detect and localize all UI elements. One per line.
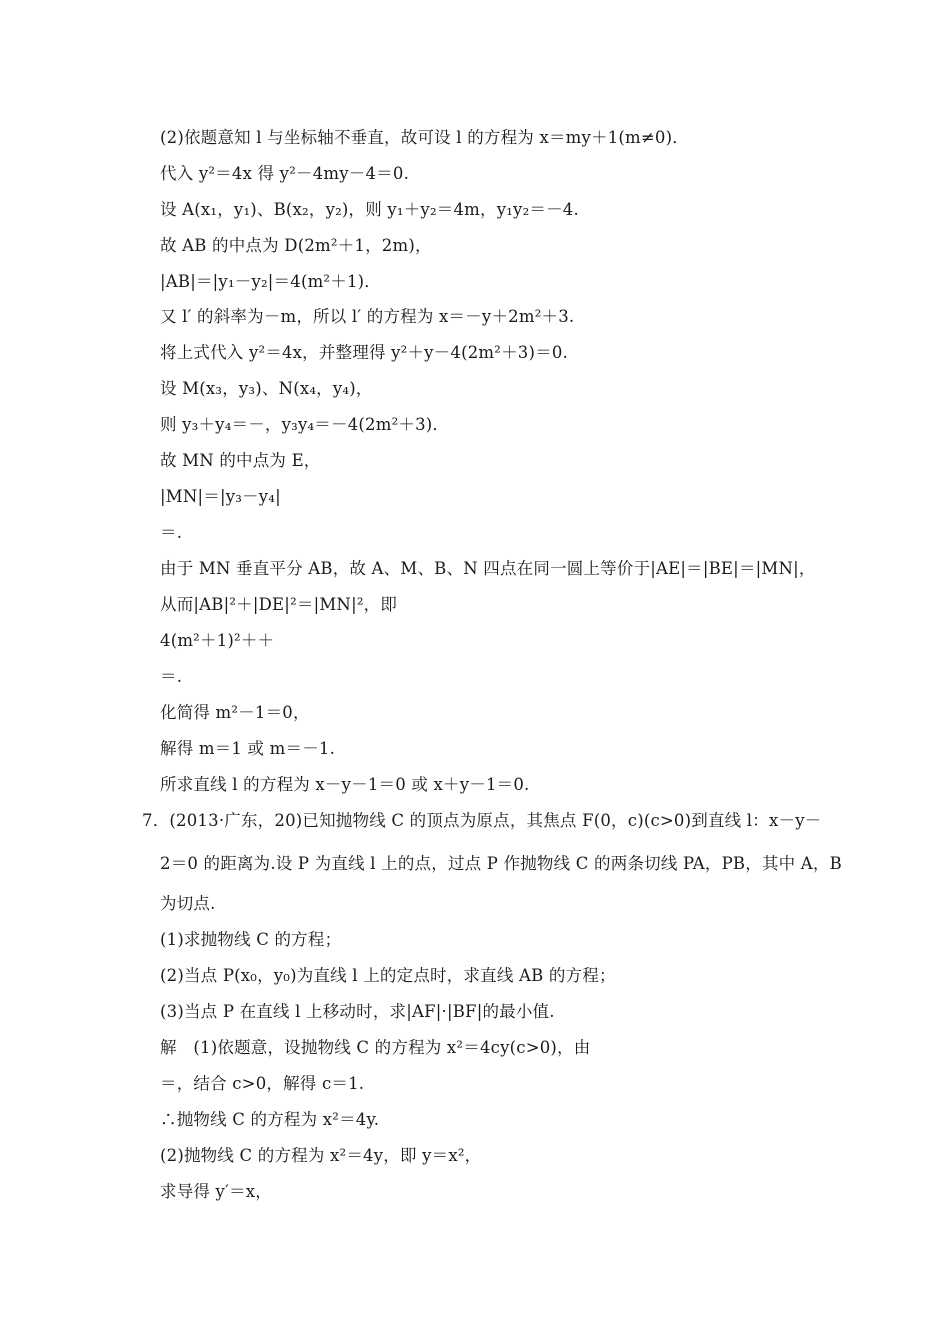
text-line: 故 MN 的中点为 E， bbox=[160, 451, 321, 470]
text-line: 故 AB 的中点为 D(2m²＋1，2m)， bbox=[160, 236, 432, 255]
text-line: 化简得 m²－1＝0， bbox=[160, 703, 310, 722]
text-line: 则 y₃＋y₄＝－，y₃y₄＝－4(2m²＋3)． bbox=[160, 415, 450, 434]
text-line: 所求直线 l 的方程为 x－y－1＝0 或 x＋y－1＝0. bbox=[160, 775, 530, 794]
text-line: 2＝0 的距离为.设 P 为直线 l 上的点，过点 P 作抛物线 C 的两条切线 PA，PB，其中 A，B bbox=[160, 854, 842, 873]
text-line: ∴抛物线 C 的方程为 x²＝4y. bbox=[160, 1110, 380, 1129]
text-line: |MN|＝|y₃－y₄| bbox=[160, 487, 281, 506]
solution-line: 解 (1)依题意，设抛物线 C 的方程为 x²＝4cy(c>0)，由 bbox=[160, 1038, 591, 1057]
text-line: ＝. bbox=[160, 523, 183, 542]
text-line: 求导得 y′＝x， bbox=[160, 1182, 272, 1201]
text-line: 设 M(x₃，y₃)、N(x₄，y₄)， bbox=[160, 379, 373, 398]
text-line: 为切点. bbox=[160, 894, 216, 913]
text-line: ＝，结合 c>0，解得 c＝1. bbox=[160, 1074, 365, 1093]
text-line: 又 l′ 的斜率为－m，所以 l′ 的方程为 x＝－y＋2m²＋3. bbox=[160, 307, 575, 326]
problem-7-heading: 7．(2013·广东，20)已知抛物线 C 的顶点为原点，其焦点 F(0，c)(c>0)到直线 l：x－y－ bbox=[142, 811, 822, 830]
text-line: (3)当点 P 在直线 l 上移动时，求|AF|·|BF|的最小值. bbox=[160, 1002, 555, 1021]
text-line: 将上式代入 y²＝4x，并整理得 y²＋y－4(2m²＋3)＝0. bbox=[160, 343, 568, 362]
text-line: 由于 MN 垂直平分 AB，故 A、M、B、N 四点在同一圆上等价于|AE|＝|BE|＝|MN|， bbox=[160, 559, 816, 578]
text-line: 解得 m＝1 或 m＝－1. bbox=[160, 739, 336, 758]
text-line: 从而|AB|²＋|DE|²＝|MN|²，即 bbox=[160, 595, 398, 614]
text-line: (2)依题意知 l 与坐标轴不垂直，故可设 l 的方程为 x＝my＋1(m≠0)． bbox=[160, 128, 689, 147]
text-line: 代入 y²＝4x 得 y²－4my－4＝0. bbox=[160, 164, 410, 183]
text-line: 4(m²＋1)²＋＋ bbox=[160, 631, 275, 650]
text-line: |AB|＝|y₁－y₂|＝4(m²＋1)． bbox=[160, 272, 381, 291]
text-line: (2)抛物线 C 的方程为 x²＝4y，即 y＝x²， bbox=[160, 1146, 482, 1165]
text-line: (1)求抛物线 C 的方程； bbox=[160, 930, 342, 949]
text-line: ＝. bbox=[160, 667, 183, 686]
text-line: (2)当点 P(x₀，y₀)为直线 l 上的定点时，求直线 AB 的方程； bbox=[160, 966, 616, 985]
text-line: 设 A(x₁，y₁)、B(x₂，y₂)，则 y₁＋y₂＝4m，y₁y₂＝－4. bbox=[160, 200, 579, 219]
